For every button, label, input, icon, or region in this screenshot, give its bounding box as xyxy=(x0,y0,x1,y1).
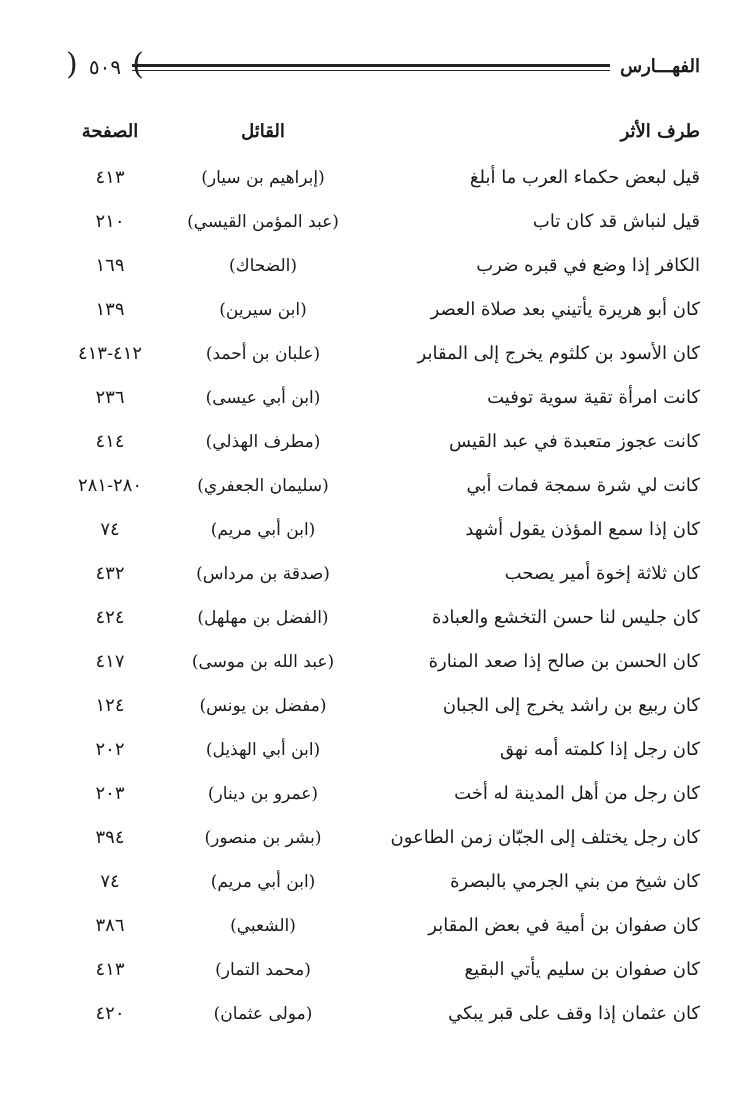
table-row xyxy=(60,466,700,510)
table-row xyxy=(60,950,700,994)
header-rule-thin xyxy=(132,70,610,71)
table-row xyxy=(60,158,700,202)
row-speaker: (الشعبي) xyxy=(230,916,296,936)
row-text: كان عثمان إذا وقف على قبر يبكي xyxy=(448,1003,700,1024)
row-page: ٤١٧ xyxy=(95,651,125,672)
row-text: كان جليس لنا حسن التخشع والعبادة xyxy=(431,607,700,628)
row-page: ٣٩٤ xyxy=(95,827,125,848)
row-text: الكافر إذا وضع في قبره ضرب xyxy=(476,255,700,276)
table-row xyxy=(60,378,700,422)
row-speaker: (ابن أبي مريم) xyxy=(210,520,316,540)
row-text: قيل لبعض حكماء العرب ما أبلغ xyxy=(469,167,700,188)
row-text: كان رجل يختلف إلى الجبّان زمن الطاعون xyxy=(390,827,700,848)
header-rule xyxy=(132,64,610,67)
row-page: ٣٨٦ xyxy=(95,915,125,936)
row-page: ٢٠٢ xyxy=(95,739,125,760)
row-page: ١٦٩ xyxy=(95,255,125,276)
row-text: كانت عجوز متعبدة في عبد القيس xyxy=(449,431,700,452)
page-number: ( ٥٠٩ ) xyxy=(72,50,138,84)
running-header xyxy=(72,50,700,90)
table-row xyxy=(60,246,700,290)
row-page: ٤١٣ xyxy=(95,959,125,980)
column-header-page: الصفحة xyxy=(81,121,139,142)
table-row xyxy=(60,862,700,906)
row-speaker: (ابن أبي عيسى) xyxy=(205,388,321,408)
row-speaker: (بشر بن منصور) xyxy=(204,828,322,848)
row-speaker: (مولى عثمان) xyxy=(213,1004,313,1024)
table-row xyxy=(60,290,700,334)
row-speaker: (محمد التمار) xyxy=(215,960,311,980)
row-page: ٤٢٤ xyxy=(95,607,125,628)
row-text: كانت امرأة تقية سوية توفيت xyxy=(487,387,700,408)
table-row xyxy=(60,994,700,1038)
section-title: الفهـــارس xyxy=(620,56,700,77)
row-speaker: (ابن أبي مريم) xyxy=(210,872,316,892)
column-headers xyxy=(60,112,700,158)
row-page: ٤١٤ xyxy=(95,431,125,452)
row-page: ٤١٣ xyxy=(95,167,125,188)
row-speaker: (صدقة بن مرداس) xyxy=(196,564,330,584)
table-row xyxy=(60,730,700,774)
row-page: ١٢٤ xyxy=(95,695,125,716)
row-page: ٢٠٣ xyxy=(95,783,125,804)
table-row xyxy=(60,510,700,554)
row-speaker: (سليمان الجعفري) xyxy=(197,476,329,496)
row-speaker: (ابن أبي الهذيل) xyxy=(205,740,321,760)
row-speaker: (إبراهيم بن سيار) xyxy=(201,168,325,188)
row-text: كان أبو هريرة يأتيني بعد صلاة العصر xyxy=(430,299,700,320)
table-row xyxy=(60,642,700,686)
row-speaker: (الضحاك) xyxy=(228,256,298,276)
row-page: ٤١٢-٤١٣ xyxy=(77,343,143,364)
row-page: ٧٤ xyxy=(100,519,120,540)
row-page: ٤٣٢ xyxy=(95,563,125,584)
row-text: كان رجل من أهل المدينة له أخت xyxy=(454,783,700,804)
row-speaker: (عبد الله بن موسى) xyxy=(191,652,335,672)
index-table xyxy=(60,112,700,1038)
row-speaker: (مفضل بن يونس) xyxy=(199,696,327,716)
table-row xyxy=(60,774,700,818)
row-text: كان ربيع بن راشد يخرج إلى الجبان xyxy=(442,695,700,716)
row-speaker: (الفضل بن مهلهل) xyxy=(197,608,329,628)
table-row xyxy=(60,686,700,730)
row-speaker: (عمرو بن دينار) xyxy=(207,784,319,804)
row-speaker: (عبد المؤمن القيسي) xyxy=(187,212,339,232)
row-page: ١٣٩ xyxy=(95,299,125,320)
column-header-text: طرف الأثر xyxy=(620,121,700,142)
table-row xyxy=(60,598,700,642)
row-page: ٧٤ xyxy=(100,871,120,892)
table-row xyxy=(60,202,700,246)
row-speaker: (علبان بن أحمد) xyxy=(205,344,321,364)
table-row xyxy=(60,818,700,862)
row-text: كان صفوان بن أمية في بعض المقابر xyxy=(428,915,700,936)
row-text: كان رجل إذا كلمته أمه نهق xyxy=(500,739,700,760)
table-row xyxy=(60,334,700,378)
column-header-speaker: القائل xyxy=(241,121,285,142)
row-text: كان ثلاثة إخوة أمير يصحب xyxy=(504,563,700,584)
table-row xyxy=(60,554,700,598)
row-text: كان شيخ من بني الجرمي بالبصرة xyxy=(450,871,700,892)
row-text: كان الأسود بن كلثوم يخرج إلى المقابر xyxy=(417,343,700,364)
row-text: كان الحسن بن صالح إذا صعد المنارة xyxy=(428,651,700,672)
row-text: قيل لنباش قد كان تاب xyxy=(532,211,700,232)
row-text: كانت لي شرة سمجة فمات أبي xyxy=(466,475,700,496)
row-speaker: (ابن سيرين) xyxy=(219,300,307,320)
row-text: كان صفوان بن سليم يأتي البقيع xyxy=(464,959,700,980)
row-speaker: (مطرف الهذلي) xyxy=(205,432,321,452)
table-row xyxy=(60,906,700,950)
row-page: ٤٢٠ xyxy=(95,1003,125,1024)
row-page: ٢٨٠-٢٨١ xyxy=(77,475,143,496)
table-row xyxy=(60,422,700,466)
row-text: كان إذا سمع المؤذن يقول أشهد xyxy=(465,519,700,540)
row-page: ٢١٠ xyxy=(95,211,125,232)
row-page: ٢٣٦ xyxy=(95,387,125,408)
